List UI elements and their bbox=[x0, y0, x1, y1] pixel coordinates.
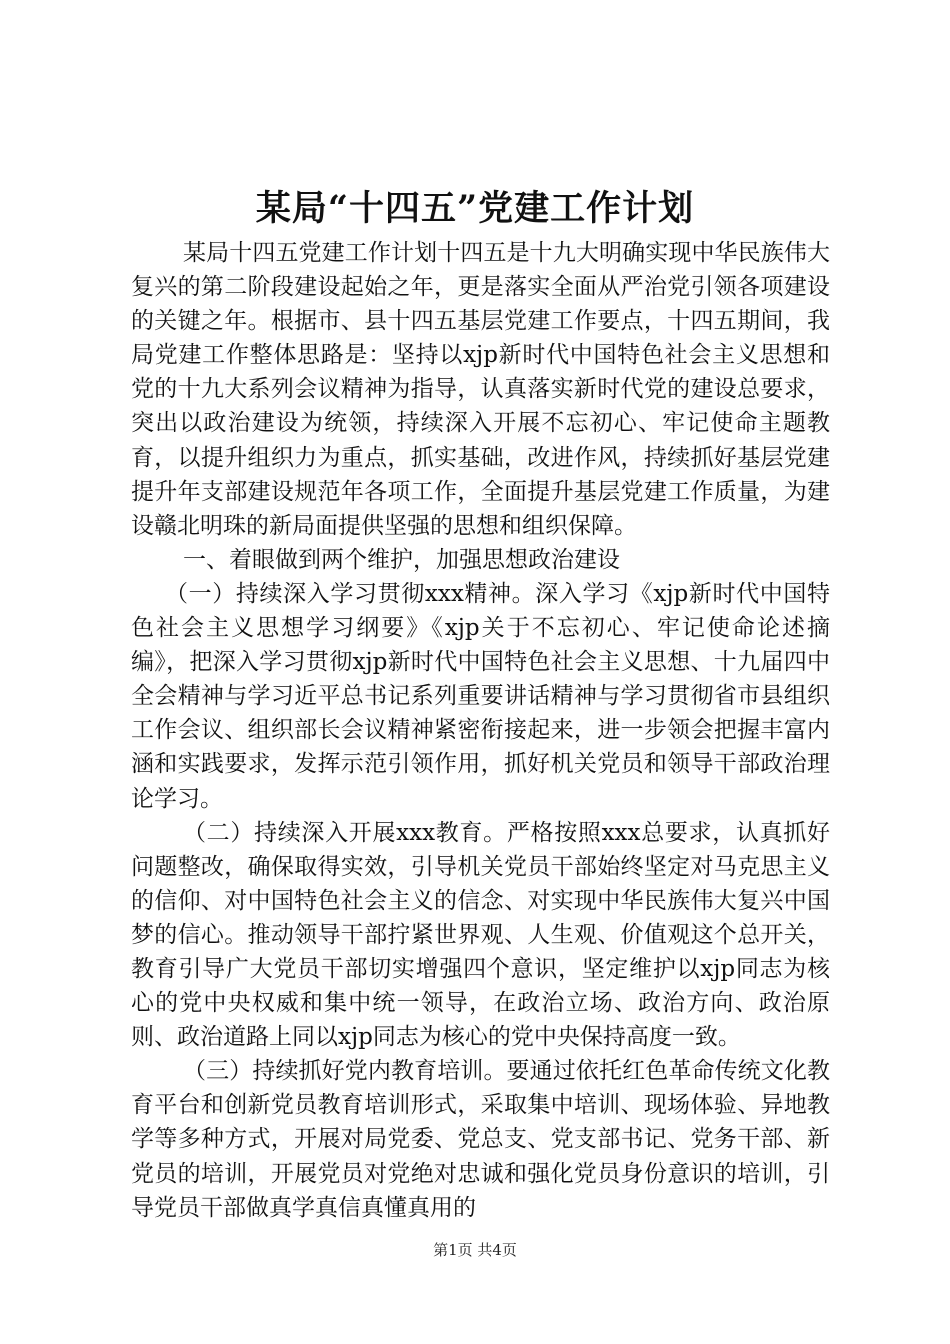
section-heading-1: 一、着眼做到两个维护，加强思想政治建设 bbox=[183, 546, 620, 573]
document-body bbox=[131, 236, 830, 1225]
intro-paragraph: 某局十四五党建工作计划十四五是十九大明确实现中华民族伟大复兴的第二阶段建设起始之年，更是落实全面从严治党引领各项建设的关键之年。根据市、县十四五基层党建工作要点，十四五期间，我局党建工作整体思路是：坚持以xjp新时代中国特色社会主义思想和党的十九大系列会议精神为指导，认真落实新时代党的建设总要求，突出以政治建设为统领，持续深入开展不忘初心、牢记使命主题教育，以提升组织力为重点，抓实基础，改进作风，持续抓好基层党建提升年支部建设规范年各项工作，全面提升基层党建工作质量，为建设赣北明珠的新局面提供坚强的思想和组织保障。 bbox=[131, 240, 830, 539]
page-footer: 第1页 共4页 bbox=[433, 1241, 517, 1259]
document-title: 某局“十四五”党建工作计划 bbox=[255, 188, 695, 229]
subsection-paragraph-2: （二）持续深入开展xxx教育。严格按照xxx总要求，认真抓好问题整改，确保取得实效，引导机关党员干部始终坚定对马克思主义的信仰、对中国特色社会主义的信念、对实现中华民族伟大复兴中国梦的信心。推动领导干部拧紧世界观、人生观、价值观这个总开关，教育引导广大党员干部切实增强四个意识，坚定维护以xjp同志为核心的党中央权威和集中统一领导，在政治立场、政治方向、政治原则、政治道路上同以xjp同志为核心的党中央保持高度一致。 bbox=[131, 819, 830, 1051]
subsection-paragraph-1: （一）持续深入学习贯彻xxx精神。深入学习《xjp新时代中国特色社会主义思想学习纲要》《xjp关于不忘初心、牢记使命论述摘编》，把深入学习贯彻xjp新时代中国特色社会主义思想、十九届四中全会精神与学习近平总书记系列重要讲话精神与学习贯彻省市县组织工作会议、组织部长会议精神紧密衔接起来，进一步领会把握丰富内涵和实践要求，发挥示范引领作用，抓好机关党员和领导干部政治理论学习。 bbox=[131, 580, 830, 812]
subsection-paragraph-3: （三）持续抓好党内教育培训。要通过依托红色革命传统文化教育平台和创新党员教育培训形式，采取集中培训、现场体验、异地教学等多种方式，开展对局党委、党总支、党支部书记、党务干部、新党员的培训，开展党员对党绝对忠诚和强化党员身份意识的培训，引导党员干部做真学真信真懂真用的 bbox=[131, 1058, 830, 1221]
